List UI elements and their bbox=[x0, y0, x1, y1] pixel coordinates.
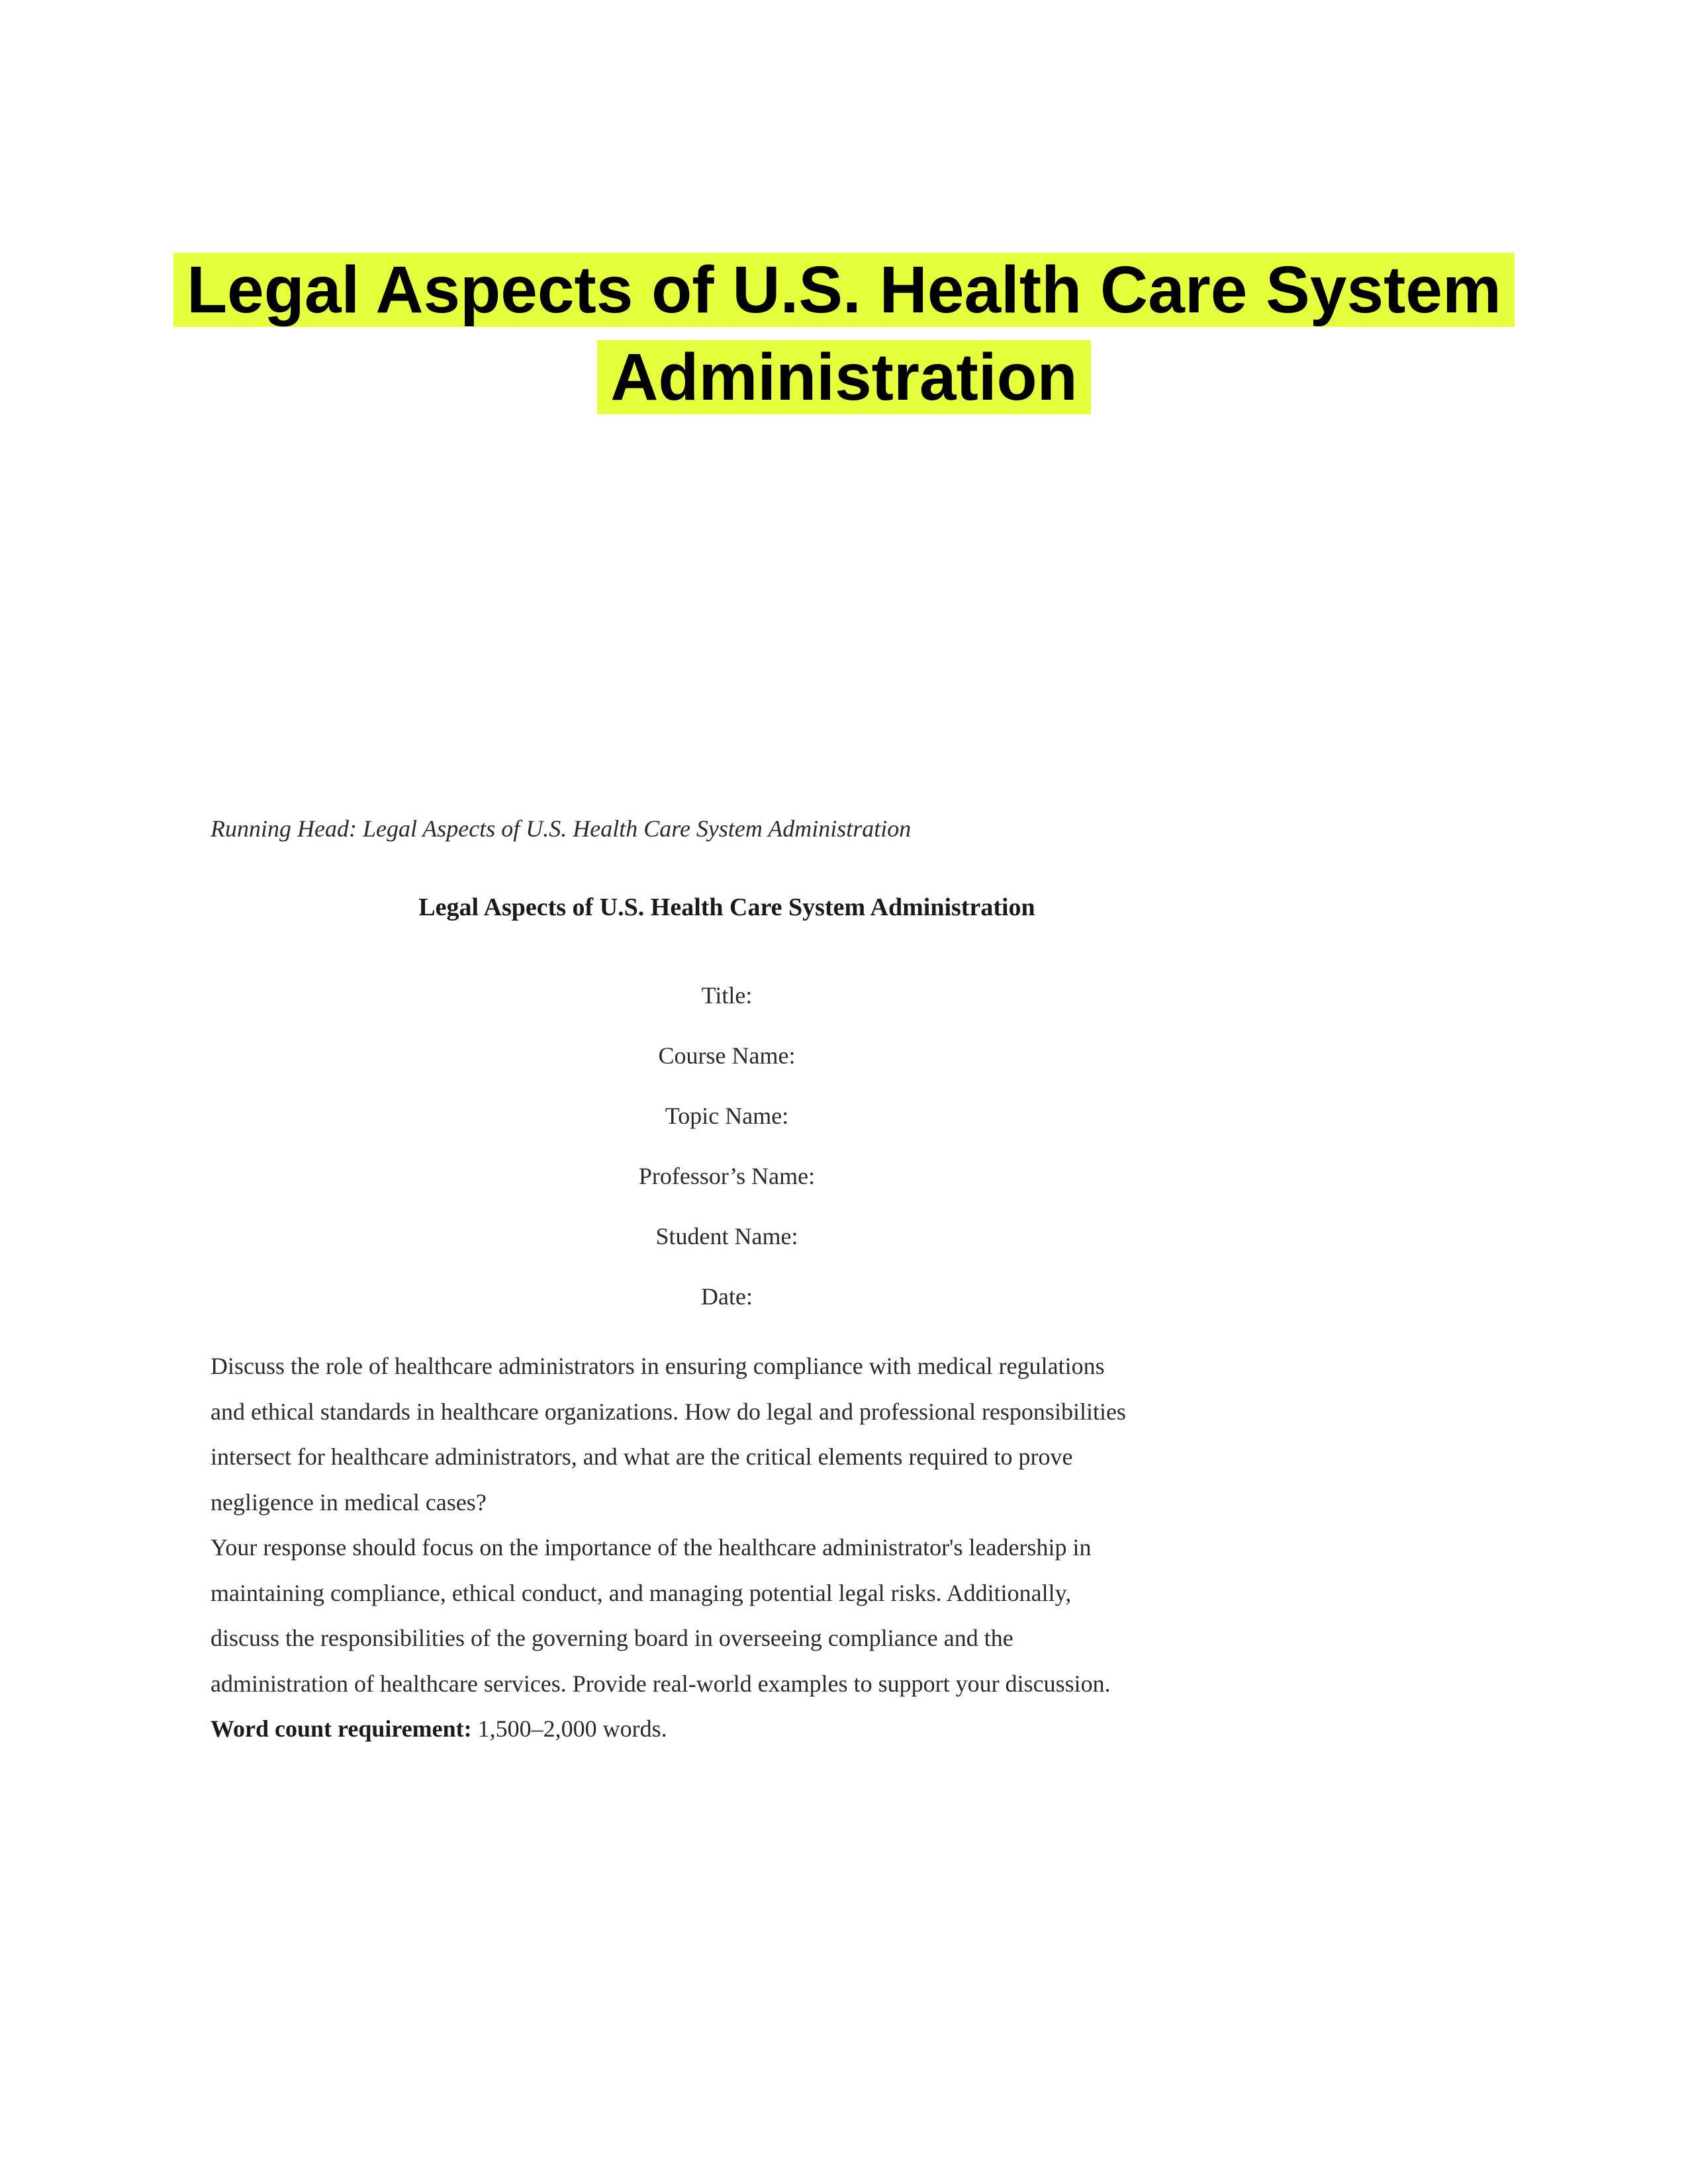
document-title: Legal Aspects of U.S. Health Care System Administration bbox=[418, 893, 1035, 921]
field-title: Title: bbox=[701, 982, 753, 1009]
paragraph-2 bbox=[211, 1525, 1468, 1706]
word-count-requirement bbox=[211, 1706, 1468, 1752]
p1-line-3: intersect for healthcare administrators, and what are the critical elements required to prove bbox=[211, 1443, 1073, 1470]
p2-line-1: Your response should focus on the importance of the healthcare administrator's leadership in bbox=[211, 1534, 1092, 1561]
running-head: Running Head: Legal Aspects of U.S. Health Care System Administration bbox=[211, 815, 912, 842]
word-count-label: Word count requirement: bbox=[211, 1715, 472, 1742]
field-date: Date: bbox=[701, 1283, 753, 1310]
main-title bbox=[0, 246, 1688, 421]
p2-line-2: maintaining compliance, ethical conduct, and managing potential legal risks. Additionally, bbox=[211, 1579, 1072, 1606]
field-course-name: Course Name: bbox=[658, 1042, 796, 1069]
word-count-value: 1,500–2,000 words. bbox=[471, 1715, 667, 1742]
p2-line-4: administration of healthcare services. Provide real-world examples to support your discussion. bbox=[211, 1670, 1111, 1697]
assignment-prompt bbox=[211, 1343, 1468, 1752]
field-student-name: Student Name: bbox=[655, 1223, 798, 1250]
p1-line-1: Discuss the role of healthcare administrators in ensuring compliance with medical regulations bbox=[211, 1353, 1105, 1379]
main-title-line-2: Administration bbox=[597, 340, 1091, 414]
p1-line-2: and ethical standards in healthcare organizations. How do legal and professional responsibilities bbox=[211, 1398, 1126, 1425]
paragraph-1 bbox=[211, 1343, 1468, 1525]
main-title-line-1: Legal Aspects of U.S. Health Care System bbox=[173, 253, 1515, 327]
field-topic-name: Topic Name: bbox=[665, 1103, 789, 1129]
p2-line-3: discuss the responsibilities of the governing board in overseeing compliance and the bbox=[211, 1625, 1013, 1651]
field-professor-name: Professor’s Name: bbox=[638, 1163, 816, 1189]
cover-fields bbox=[211, 981, 1243, 1342]
p1-line-4: negligence in medical cases? bbox=[211, 1488, 487, 1516]
